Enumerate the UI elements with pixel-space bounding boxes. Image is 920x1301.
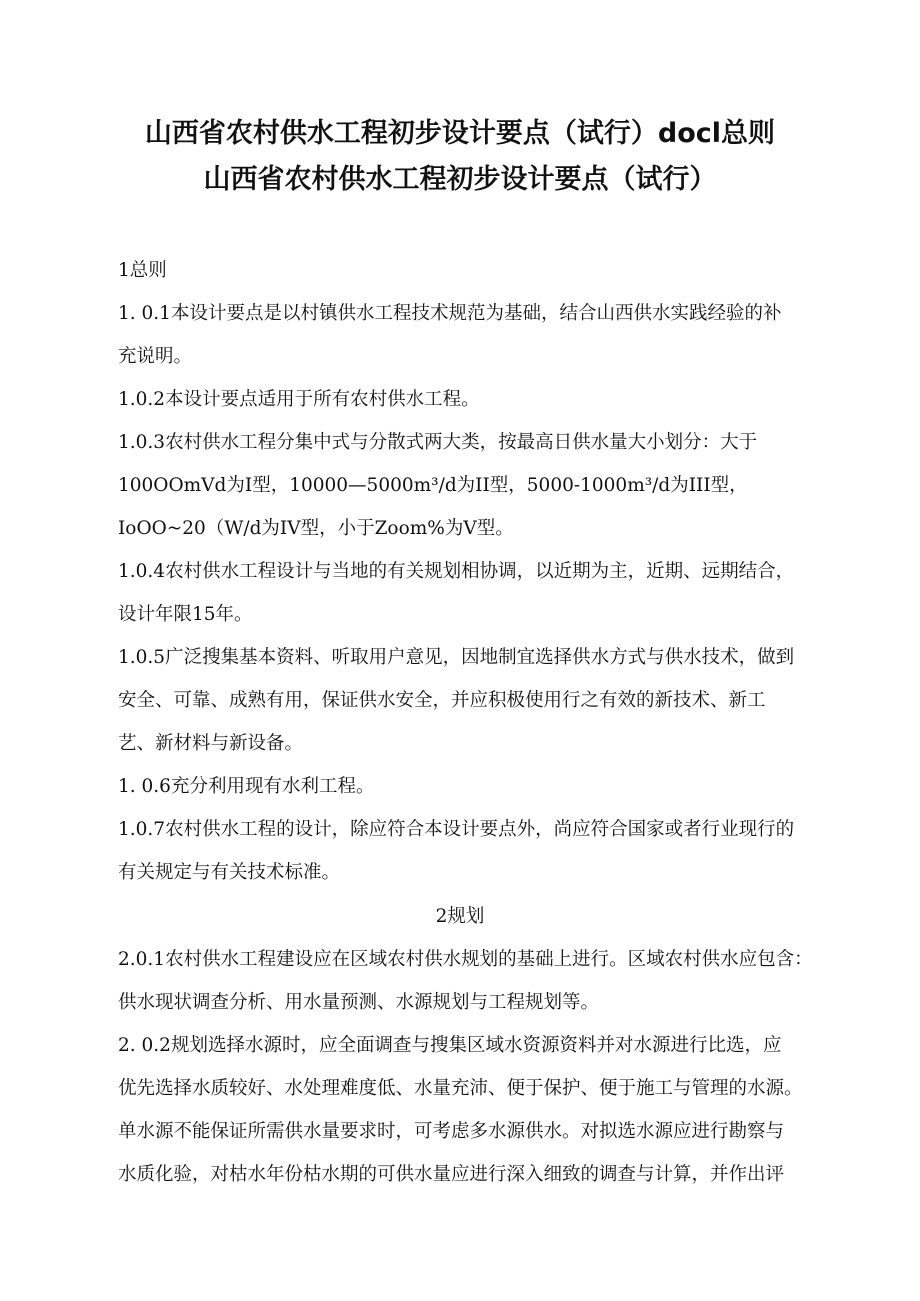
- text-line: IoOO~20（W/d为IV型，小于Zoom%为V型。: [118, 518, 514, 539]
- text-line: 有关规定与有关技术标准。: [118, 862, 341, 883]
- text-line: 设计年限15年。: [118, 604, 253, 625]
- text-line: 单水源不能保证所需供水量要求时，可考虑多水源供水。对拟选水源应进行勘察与: [118, 1121, 785, 1142]
- text-line: 1. 0.6充分利用现有水利工程。: [118, 776, 375, 797]
- text-line: 供水现状调查分析、用水量预测、水源规划与工程规划等。: [118, 992, 600, 1013]
- text-line: 1.0.5广泛搜集基本资料、听取用户意见，因地制宜选择供水方式与供水技术，做到: [118, 647, 795, 668]
- text-line: 1.0.2本设计要点适用于所有农村供水工程。: [118, 389, 480, 410]
- text-line: 充说明。: [118, 346, 193, 367]
- text-line: 1.0.4农村供水工程设计与当地的有关规划相协调，以近期为主，近期、远期结合，: [118, 561, 795, 582]
- text-line: 1.0.3农村供水工程分集中式与分散式两大类，按最高日供水量大小划分：大于: [118, 432, 758, 453]
- section-heading-planning: 2规划: [435, 906, 485, 927]
- text-line: 优先选择水质较好、水处理难度低、水量充沛、便于保护、便于施工与管理的水源。: [118, 1078, 803, 1099]
- text-line: 艺、新材料与新设备。: [118, 733, 304, 754]
- text-line: 1.0.7农村供水工程的设计，除应符合本设计要点外，尚应符合国家或者行业现行的: [118, 819, 795, 840]
- document-title: 山西省农村供水工程初步设计要点（试行）docl总则: [144, 118, 776, 149]
- text-line: 1. 0.1本设计要点是以村镇供水工程技术规范为基础，结合山西供水实践经验的补: [118, 303, 782, 324]
- text-line: 水质化验，对枯水年份枯水期的可供水量应进行深入细致的调查与计算，并作出评: [118, 1164, 785, 1185]
- section-heading-general: 1总则: [118, 260, 167, 281]
- text-line: 100OOmVd为I型，10000—5000m³/d为II型，5000-1000m³/d为III型，: [118, 475, 748, 496]
- text-line: 安全、可靠、成熟有用，保证供水安全，并应积极使用行之有效的新技术、新工: [118, 690, 766, 711]
- text-line: 2.0.1农村供水工程建设应在区域农村供水规划的基础上进行。区域农村供水应包含：: [118, 949, 813, 970]
- document-subtitle: 山西省农村供水工程初步设计要点（试行）: [203, 164, 717, 195]
- text-line: 2. 0.2规划选择水源时，应全面调查与搜集区域水资源资料并对水源进行比选，应: [118, 1035, 782, 1056]
